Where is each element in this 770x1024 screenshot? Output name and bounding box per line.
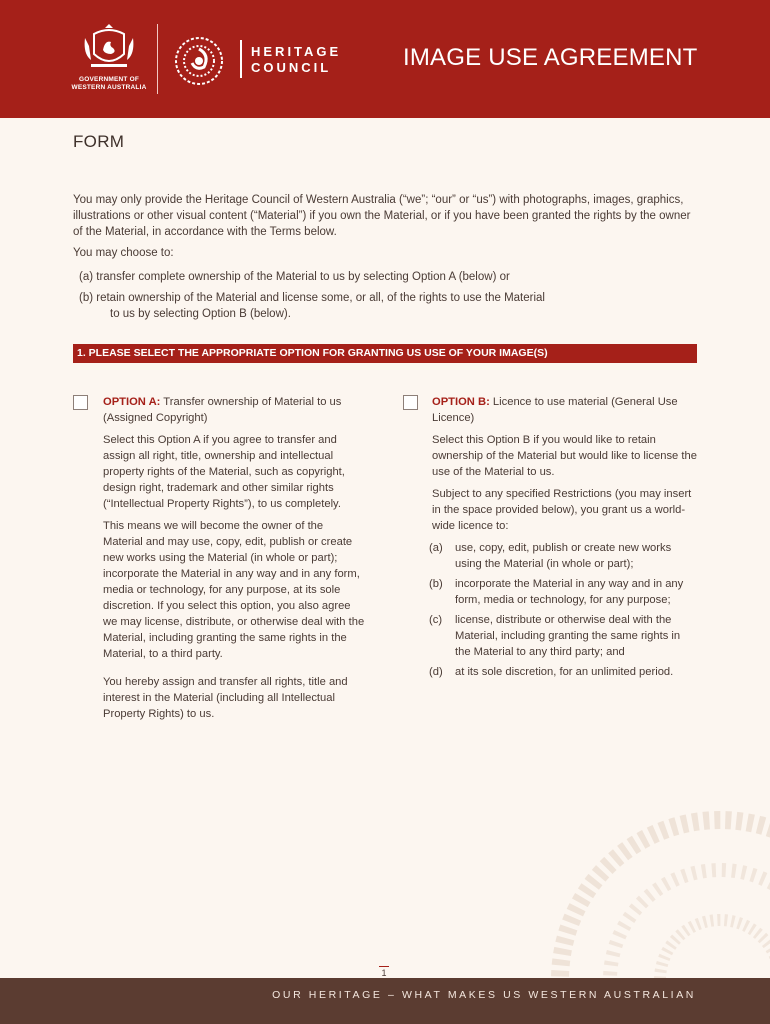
option-b-label: OPTION B: — [432, 396, 490, 408]
government-text — [70, 76, 148, 92]
document-title: IMAGE USE AGREEMENT — [403, 44, 698, 71]
option-a-checkbox[interactable] — [73, 395, 88, 410]
gov-line-2: WESTERN AUSTRALIA — [71, 84, 147, 91]
option-a-paragraph-1: Select this Option A if you agree to transfer and assign all right, title, ownership and intellectual property rights of the Material, such as copyright, design right, trademark and other similar rights (“Intellectual Property Rights”), to us completely. — [103, 434, 345, 510]
government-logo — [70, 24, 148, 92]
heritage-council-emblem-icon — [170, 35, 228, 87]
black-swan-crest-icon — [79, 24, 139, 74]
list-item-text: use, copy, edit, publish or create new works using the Material (in whole or part); — [455, 542, 672, 570]
option-b-heading — [432, 394, 698, 426]
decorative-watermark-icon — [520, 810, 770, 980]
page-footer — [0, 978, 770, 1024]
list-item-text: at its sole discretion, for an unlimited period. — [455, 666, 674, 678]
list-item — [429, 540, 698, 572]
heritage-council-wordmark — [251, 44, 341, 76]
list-item — [429, 612, 698, 660]
choose-label: You may choose to: — [73, 247, 174, 259]
gov-line-1: GOVERNMENT OF — [78, 76, 140, 83]
option-a-paragraph-2: This means we will become the owner of the Material and may use, copy, edit, publish or create new works using the Material (in whole or part); incorporate the Material in any way and in any form, media or technology, for any purpose, at its sole discretion. If you select this option, you also agree we may license, distribute, or otherwise deal with the Material, including granting the same rights in the Material, to a third party. — [103, 520, 365, 660]
footer-tagline: OUR HERITAGE – WHAT MAKES US WESTERN AUSTRALIAN — [272, 989, 696, 1001]
list-item — [429, 576, 698, 608]
option-a-column — [103, 394, 365, 728]
intro-paragraph — [73, 192, 701, 240]
council-bar — [240, 40, 242, 78]
choice-b-line1: (b) retain ownership of the Material and license some, or all, of the rights to use the Material — [79, 292, 545, 304]
list-item-text: license, distribute or otherwise deal with the Material, including granting the same rights in the Material to any third party; and — [455, 614, 681, 658]
council-line-1: HERITAGE — [251, 44, 342, 59]
list-item-label: (c) — [429, 614, 443, 626]
licence-list — [429, 540, 698, 680]
list-item — [429, 664, 698, 680]
section-1-heading: 1. PLEASE SELECT THE APPROPRIATE OPTION FOR GRANTING US USE OF YOUR IMAGE(S) — [73, 344, 697, 363]
form-label: FORM — [73, 132, 125, 151]
page-header — [0, 0, 770, 118]
choice-a: (a) transfer complete ownership of the Material to us by selecting Option A (below) or — [79, 271, 510, 283]
option-b-paragraph-1: Select this Option B if you would like to retain ownership of the Material but would like to license the use of the Material to us. — [432, 434, 697, 478]
list-item-label: (d) — [429, 666, 443, 678]
option-a-paragraph-3: You hereby assign and transfer all rights, title and interest in the Material (including all Intellectual Property Rights) to us. — [103, 676, 348, 720]
choice-b-line2: to us by selecting Option B (below). — [110, 308, 291, 320]
intro-text: You may only provide the Heritage Council of Western Australia (“we”; “our” or “us”) with photographs, images, graphics, illustrations or other visual content (“Material”) if you own the Material, or if you have been granted the rights by the owner of the Material, in accordance with the Terms below. — [73, 194, 691, 238]
list-item-label: (b) — [429, 578, 443, 590]
council-line-2: COUNCIL — [251, 60, 332, 75]
option-b-title: Licence to use material (General Use Licence) — [432, 396, 678, 424]
option-a-title: Transfer ownership of Material to us (Assigned Copyright) — [103, 396, 342, 424]
option-b-checkbox[interactable] — [403, 395, 418, 410]
option-a-heading — [103, 394, 365, 426]
list-item-text: incorporate the Material in any way and in any form, media or technology, for any purpose; — [455, 578, 684, 606]
option-b-column — [429, 394, 698, 684]
option-a-label: OPTION A: — [103, 396, 161, 408]
list-item-label: (a) — [429, 542, 443, 554]
page-number: 1 — [376, 968, 392, 978]
option-b-paragraph-2: Subject to any specified Restrictions (you may insert in the space provided below), you grant us a world-wide licence to: — [432, 488, 692, 532]
logo-divider — [157, 24, 158, 94]
